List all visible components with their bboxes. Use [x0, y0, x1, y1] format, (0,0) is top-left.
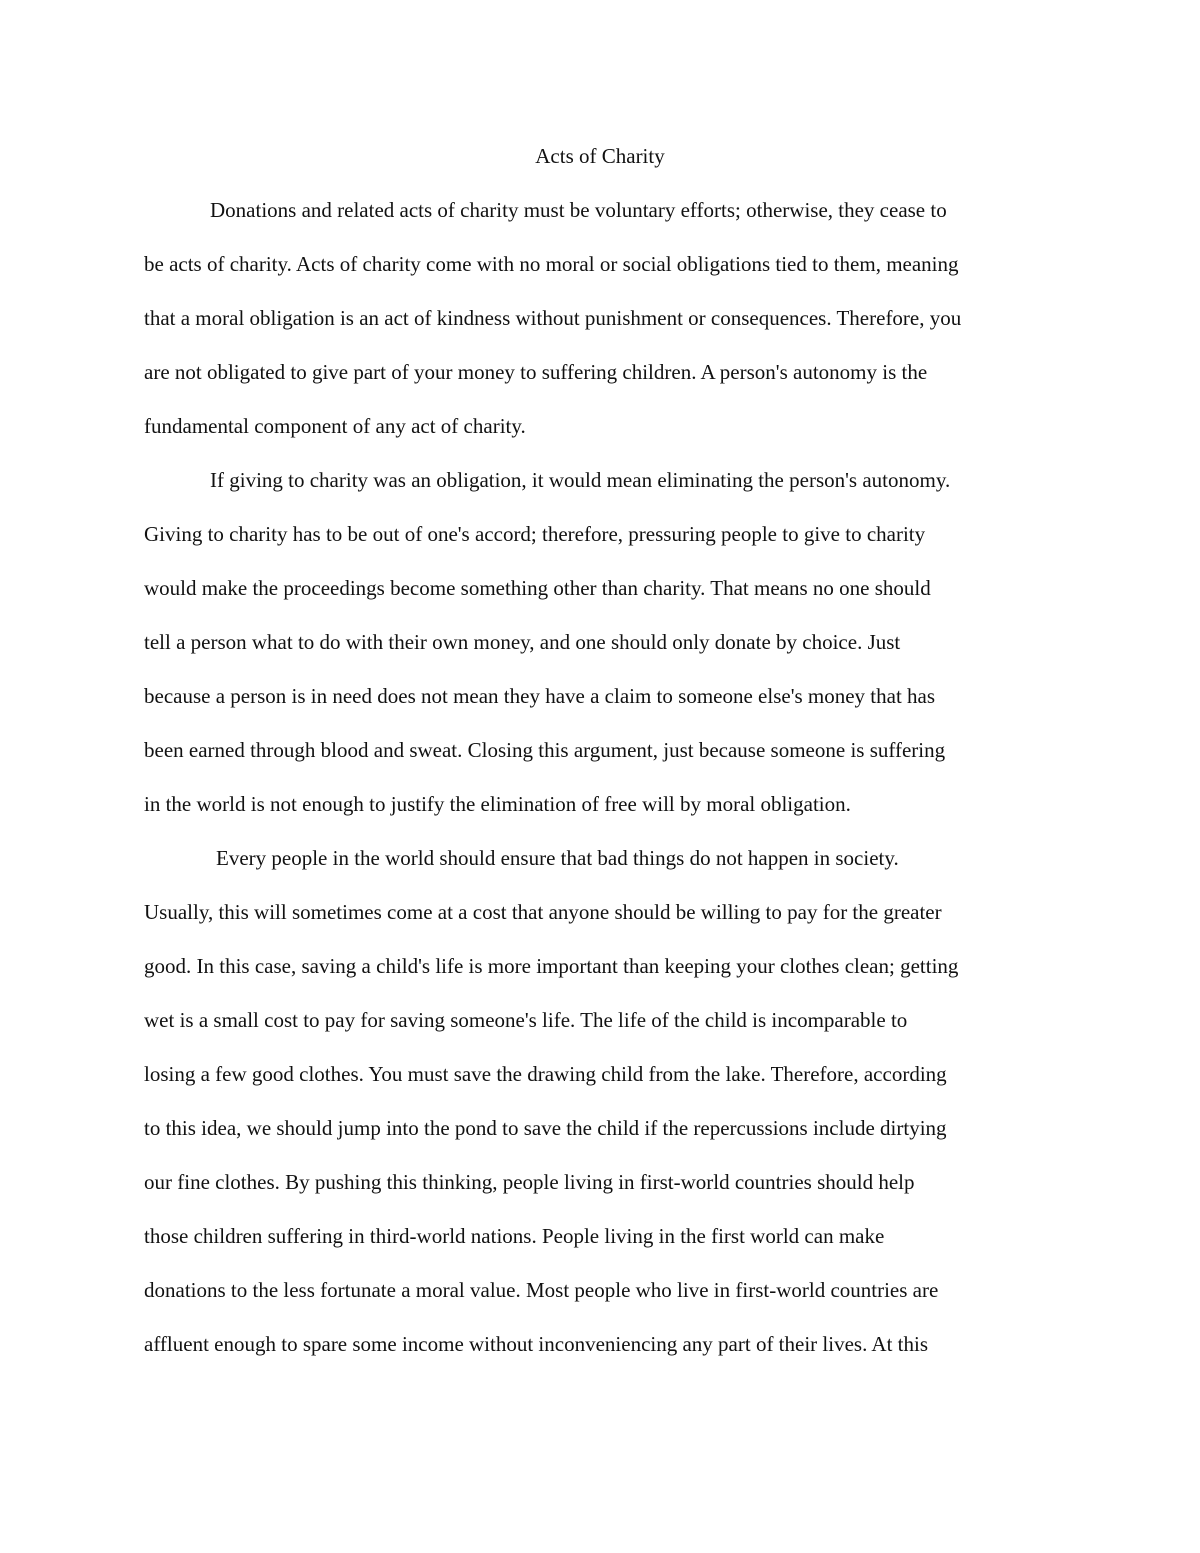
paragraph-3-line-10: affluent enough to spare some income without inconveniencing any part of their lives. At this — [144, 1332, 929, 1356]
paragraph-3-line-8: those children suffering in third-world nations. People living in the first world can make — [144, 1224, 885, 1248]
paragraph-3-line-7: our fine clothes. By pushing this thinking, people living in first-world countries should help — [144, 1170, 915, 1194]
document-title: Acts of Charity — [535, 144, 665, 168]
paragraph-1-line-4: are not obligated to give part of your money to suffering children. A person's autonomy is the — [144, 360, 928, 384]
paragraph-3-line-5: losing a few good clothes. You must save the drawing child from the lake. Therefore, according — [144, 1062, 947, 1086]
paragraph-2-line-1: If giving to charity was an obligation, it would mean eliminating the person's autonomy. — [210, 468, 951, 492]
paragraph-3-line-1: Every people in the world should ensure that bad things do not happen in society. — [216, 846, 899, 870]
paragraph-3-line-3: good. In this case, saving a child's life is more important than keeping your clothes clean; getting — [144, 954, 959, 978]
paragraph-3-line-6: to this idea, we should jump into the pond to save the child if the repercussions include dirtying — [144, 1116, 947, 1140]
paragraph-2-line-2: Giving to charity has to be out of one's accord; therefore, pressuring people to give to charity — [144, 522, 926, 546]
paragraph-3-line-2: Usually, this will sometimes come at a cost that anyone should be willing to pay for the greater — [144, 900, 942, 924]
paragraph-1-line-3: that a moral obligation is an act of kindness without punishment or consequences. Therefore, you — [144, 306, 962, 330]
paragraph-1-line-2: be acts of charity. Acts of charity come with no moral or social obligations tied to them, meaning — [144, 252, 959, 276]
paragraph-2-line-3: would make the proceedings become something other than charity. That means no one should — [144, 576, 931, 600]
paragraph-2-line-4: tell a person what to do with their own money, and one should only donate by choice. Just — [144, 630, 901, 654]
paragraph-2-line-7: in the world is not enough to justify the elimination of free will by moral obligation. — [144, 792, 851, 816]
paragraph-3-line-9: donations to the less fortunate a moral value. Most people who live in first-world countries are — [144, 1278, 939, 1302]
paragraph-2-line-6: been earned through blood and sweat. Closing this argument, just because someone is suffering — [144, 738, 946, 762]
paragraph-2-line-5: because a person is in need does not mean they have a claim to someone else's money that has — [144, 684, 936, 708]
paragraph-3-line-4: wet is a small cost to pay for saving someone's life. The life of the child is incomparable to — [144, 1008, 908, 1032]
paragraph-1-line-1: Donations and related acts of charity must be voluntary efforts; otherwise, they cease to — [210, 198, 947, 222]
paragraph-1-line-5: fundamental component of any act of charity. — [144, 414, 526, 438]
